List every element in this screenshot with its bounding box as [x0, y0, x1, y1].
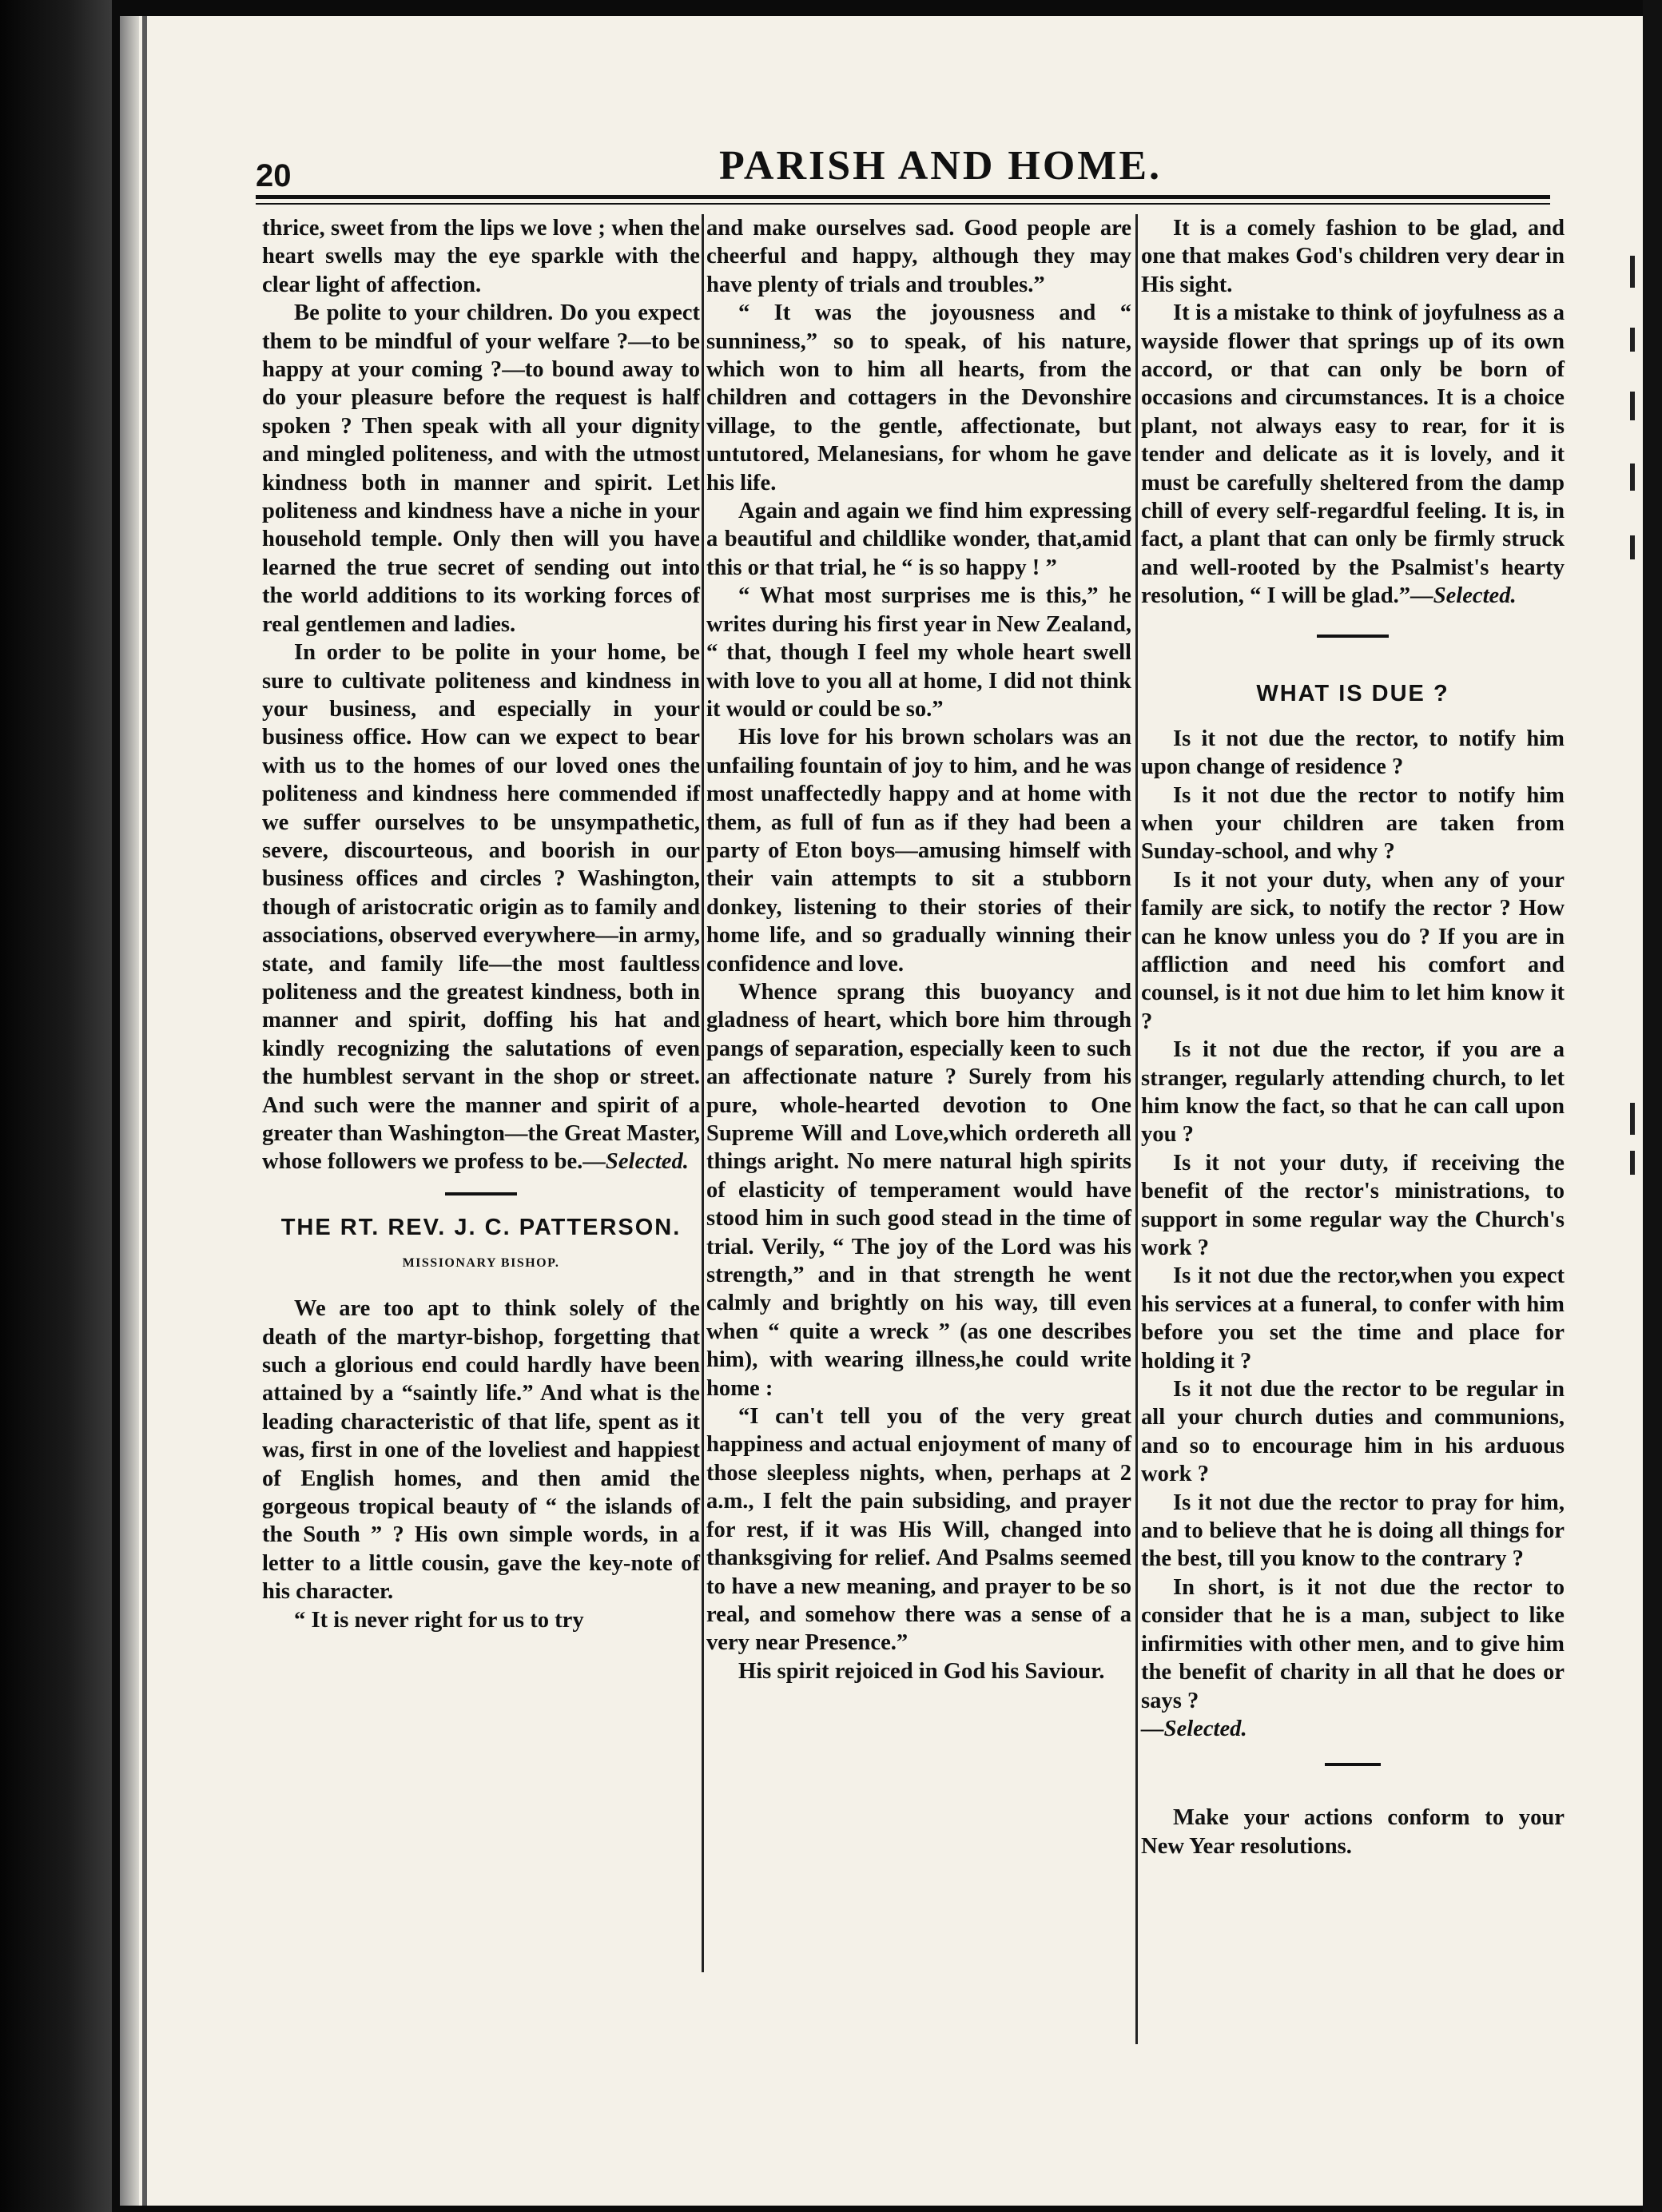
page-edge-line	[142, 16, 147, 2206]
paragraph: Is it not due the rector, to notify him upon change of residence ?	[1141, 726, 1565, 780]
paragraph: Whence sprang this buoyancy and gladness of heart, which bore him through pangs of separation, especially keen to such an affectionate nature ? Surely from his pure, whole-hearted devotion to One Supreme Will and Love,which ordereth all things aright. No mere natural high spirits of elasticity of temperament would have stood him in such good stead in the time of trial. Verily, “ The joy of the Lord was his strength,” and in that strength he went calmly and brightly on his way, till even when “ quite a wreck ” (as one describes him), with wearing illness,he could write home :	[706, 979, 1131, 1401]
header-rule	[256, 195, 1550, 199]
signature	[1141, 1715, 1565, 1743]
paragraph: His spirit rejoiced in God his Saviour.	[738, 1658, 1105, 1684]
binding-shadow	[0, 0, 112, 2212]
paragraph: Make your actions conform to your New Year resolutions.	[1141, 1805, 1565, 1859]
paragraph: and make ourselves sad. Good people are cheerful and happy, although they may have plenty of trials and troubles.”	[706, 216, 1131, 297]
section-divider	[1141, 1743, 1565, 1783]
paragraph: “ It was the joyousness and “ sunniness,” so to speak, of his nature, which won to him all hearts, from the children and cottagers in the Devonshire village, to the gentle, affectionate, but untutored, Melanesians, for whom he gave his life.	[706, 300, 1131, 495]
right-scan-edge	[1643, 0, 1662, 2212]
paragraph: “ It is never right for us to try	[294, 1607, 584, 1633]
section-divider	[1141, 611, 1565, 658]
paragraph: Again and again we find him expressing a beautiful and childlike wonder, that,amid this or that trial, he “ is so happy ! ”	[706, 499, 1131, 580]
paragraph: Be polite to your children. Do you expect them to be mindful of your welfare ?—to be happy at your coming ?—to bound away to do your pleasure before the request is half spoken ? Then speak with all your dignity and mingled politeness, and with the utmost kindness both in manner and spirit. Let politeness and kindness have a niche in your household temple. Only then will you have learned the true secret of sending out into the world additions to its working forces of real gentlemen and ladies.	[262, 300, 700, 637]
paragraph: Is it not due the rector to be regular in all your church duties and communions, and so to encourage him in his arduous work ?	[1141, 1377, 1565, 1487]
paragraph: “I can't tell you of the very great happiness and actual enjoyment of many of those sleepless nights, when, perhaps at 2 a.m., I felt the pain subsiding, and prayer for rest, if it was His Will, changed into thanksgiving for relief. And Psalms seemed to have a new meaning, and prayer to be so real, and somehow there was a sense of a very near Presence.”	[706, 1404, 1131, 1656]
paragraph-text: It is a mistake to think of joyfulness as a wayside flower that springs up of its own accord, or that can only be born of occasions and circumstances. It is a choice plant, not always easy to rear, for it is tender and delicate as it is lovely, and it must be carefully sheltered from the damp chill of every self-regardful feeling. It is, in fact, a plant that can only be firmly struck and well-rooted by the Psalmist's hearty resolution, “ I will be glad.”	[1141, 300, 1565, 609]
masthead-title: PARISH AND HOME.	[719, 143, 1163, 189]
page-header	[256, 133, 1582, 197]
paragraph	[262, 639, 700, 1176]
section-subtitle: MISSIONARY BISHOP.	[402, 1255, 560, 1270]
paragraph: Is it not due the rector, if you are a stranger, regularly attending church, to let him know the fact, so that he can call upon you ?	[1141, 1037, 1565, 1148]
column-1	[262, 214, 700, 1634]
column-rule-2	[1135, 214, 1138, 2044]
paragraph: Is it not due the rector,when you expect his services at a funeral, to confer with him before you set the time and place for holding it ?	[1141, 1263, 1565, 1374]
signature: —Selected.	[1410, 583, 1517, 609]
paragraph: Is it not due the rector to notify him when your children are taken from Sunday-school, and why ?	[1141, 782, 1565, 865]
column-rule-1	[702, 214, 704, 1972]
page-number: 20	[256, 158, 292, 193]
page-edge	[120, 16, 139, 2206]
column-3	[1141, 214, 1565, 1860]
paragraph: Is it not due the rector to pray for him, and to believe that he is doing all things for the best, till you know to the contrary ?	[1141, 1490, 1565, 1572]
bleed-through-marks	[1630, 208, 1641, 2126]
paragraph: “ What most surprises me is this,” he writes during his first year in New Zealand, “ that, though I feel my whole heart swell with love to you all at home, I did not think it would or could be so.”	[706, 583, 1131, 722]
paragraph-text: In order to be polite in your home, be sure to cultivate politeness and kindness in your business, and especially in your business office. How can we expect to bear with us to the homes of our loved ones the politeness and kindness here commended if we suffer ourselves to be unsympathetic, severe, discourteous, and boorish in our business offices and circles ? Washington, though of aristocratic origin as to family and associations, observed everywhere—in army, state, and family life—the most faultless politeness and the greatest kindness, both in manner and spirit, doffing his hat and kindly recognizing the salutations of even the humblest servant in the shop or street. And such were the manner and spirit of a greater than Washington—the Great Master, whose followers we profess to be.	[262, 640, 700, 1175]
column-2	[706, 214, 1131, 1685]
section-title: WHAT IS DUE ?	[1256, 680, 1449, 706]
header-rule-thin	[256, 203, 1550, 205]
paragraph: Is it not your duty, when any of your family are sick, to notify the rector ? How can he know unless you do ? If you are in affliction and need his comfort and counsel, is it not due him to let him know it ?	[1141, 867, 1565, 1034]
paragraph: His love for his brown scholars was an unfailing fountain of joy to him, and he was most unaffectedly happy and at home with them, as full of fun as if they had been a party of Eton boys—amusing himself with their vain attempts to sit a stubborn donkey, listening to their stories of their home life, and so gradually winning their confidence and love.	[706, 725, 1131, 977]
paragraph	[1141, 299, 1565, 610]
paragraph: We are too apt to think solely of the death of the martyr-bishop, forgetting that such a glorious end could hardly have been attained by a “saintly life.” And what is the leading characteristic of that life, spent as it was, first in one of the loveliest and happiest of English homes, and then amid the gorgeous tropical beauty of “ the islands of the South ” ? His own simple words, in a letter to a little cousin, gave the key-note of his character.	[262, 1296, 700, 1605]
section-title: THE RT. REV. J. C. PATTERSON.	[280, 1214, 682, 1240]
section-divider	[262, 1176, 700, 1208]
paragraph: thrice, sweet from the lips we love ; when the heart swells may the eye sparkle with the clear light of affection.	[262, 216, 700, 297]
signature: —Selected.	[582, 1149, 689, 1175]
paragraph: Is it not your duty, if receiving the benefit of the rector's ministrations, to support in some regular way the Church's work ?	[1141, 1150, 1565, 1260]
paragraph: In short, is it not due the rector to consider that he is a man, subject to like infirmities with other men, and to give him the benefit of charity in all that he does or says ?	[1141, 1574, 1565, 1713]
paragraph: It is a comely fashion to be glad, and one that makes God's children very dear in His sight.	[1141, 216, 1565, 297]
signature-text: —Selected.	[1141, 1716, 1247, 1741]
